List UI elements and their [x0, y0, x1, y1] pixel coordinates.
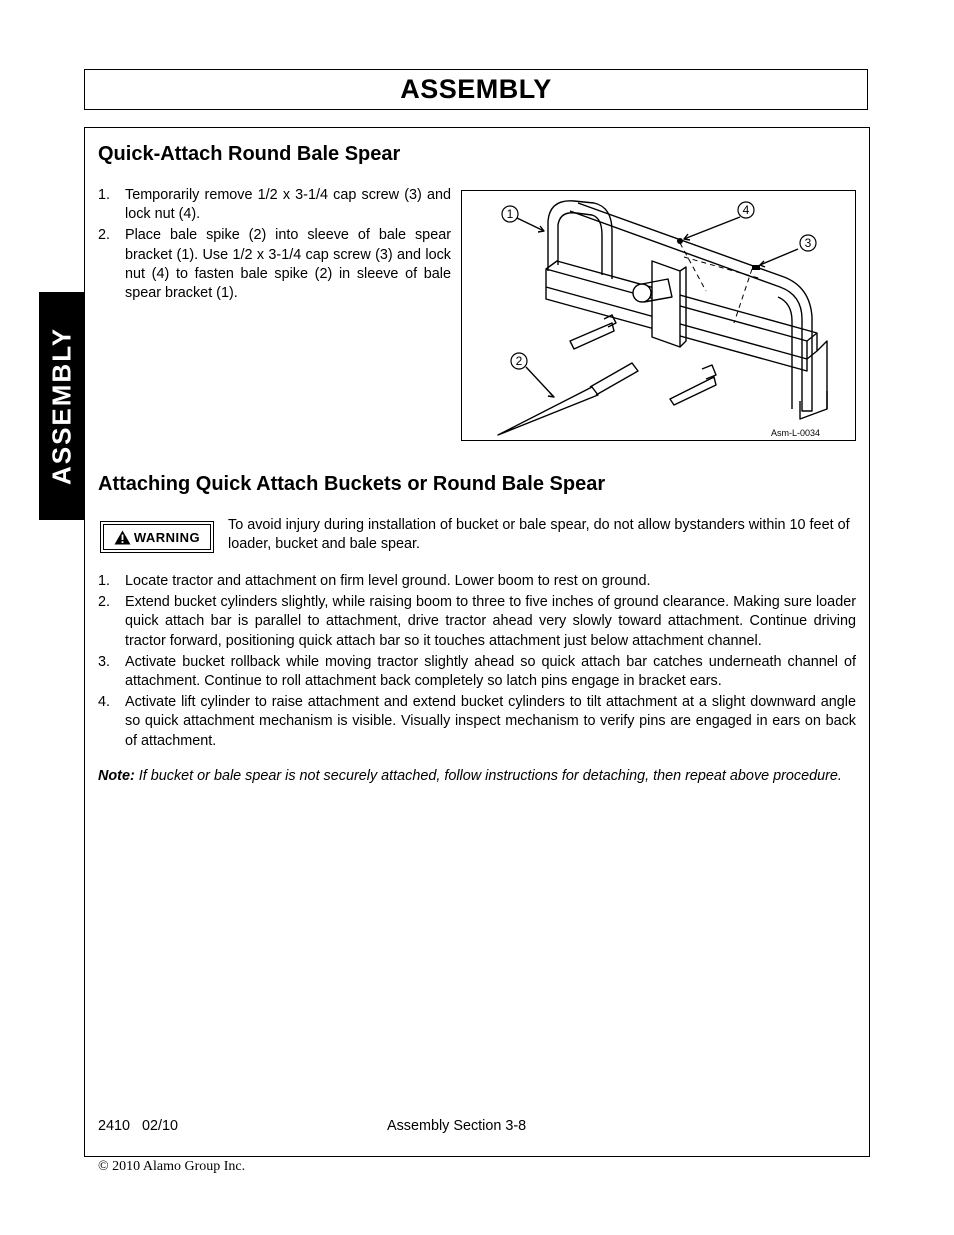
footer-section: Assembly Section 3-8 — [387, 1118, 527, 1134]
side-tab-label: ASSEMBLY — [46, 326, 77, 486]
warning-text: To avoid injury during installation of bucket or bale spear, do not allow bystanders within 10 feet of loader, bucket and bale spear. — [228, 517, 850, 553]
attaching-steps — [98, 572, 856, 753]
callout-2: 2 — [515, 354, 523, 368]
list-item: 4. Activate lift cylinder to raise attachment and extend bucket cylinders to tilt attachment at a slight downward angle so quick attachment mechanism is visible. Visually inspect mechanism to verify pins are engaged in ears on back of attachment. — [98, 694, 856, 749]
note-text: If bucket or bale spear is not securely attached, follow instructions for detaching, then repeat above procedure. — [138, 768, 842, 784]
list-item: 1. Temporarily remove 1/2 x 3-1/4 cap screw (3) and lock nut (4). — [98, 187, 451, 223]
note-paragraph — [98, 767, 856, 786]
bale-spear-illustration — [462, 191, 855, 440]
callout-3: 3 — [804, 236, 812, 250]
bale-spear-figure — [461, 190, 856, 441]
page-header — [84, 69, 868, 110]
callout-4: 4 — [742, 203, 750, 217]
list-item: 2. Extend bucket cylinders slightly, while raising boom to three to five inches of ground clearance. Making sure loader quick attach bar is parallel to attachment, drive tractor ahead very slowly toward attachment. Continue driving tractor forward, positioning quick attach bar so it touches attachment just below attachment channel. — [98, 594, 856, 649]
warning-badge — [100, 521, 214, 553]
warning-triangle-icon — [114, 530, 131, 545]
warning-label: WARNING — [133, 529, 201, 545]
list-item: 3. Activate bucket rollback while moving tractor slightly ahead so quick attach bar catches underneath channel of attachment. Continue to roll attachment back completely so latch pins engage in bracket ears. — [98, 653, 856, 690]
section-title-attaching: Attaching Quick Attach Buckets or Round Bale Spear — [98, 473, 606, 495]
figure-reference: Asm-L-0034 — [771, 428, 821, 438]
section-title-bale-spear: Quick-Attach Round Bale Spear — [98, 143, 401, 165]
side-tab — [39, 292, 85, 520]
copyright: © 2010 Alamo Group Inc. — [98, 1159, 246, 1174]
note-label: Note: — [98, 768, 135, 784]
callout-1: 1 — [506, 207, 514, 221]
bale-spear-steps — [98, 186, 451, 305]
list-item: 2. Place bale spike (2) into sleeve of bale spear bracket (1). Use 1/2 x 3-1/4 cap screw (3) and lock nut (4) to fasten bale spike (2) in sleeve of bale spear bracket (1). — [98, 227, 451, 302]
footer-model-date: 2410 02/10 — [98, 1118, 179, 1134]
list-item: 1. Locate tractor and attachment on firm level ground. Lower boom to rest on ground. — [98, 573, 651, 589]
page-title: ASSEMBLY — [400, 74, 552, 104]
